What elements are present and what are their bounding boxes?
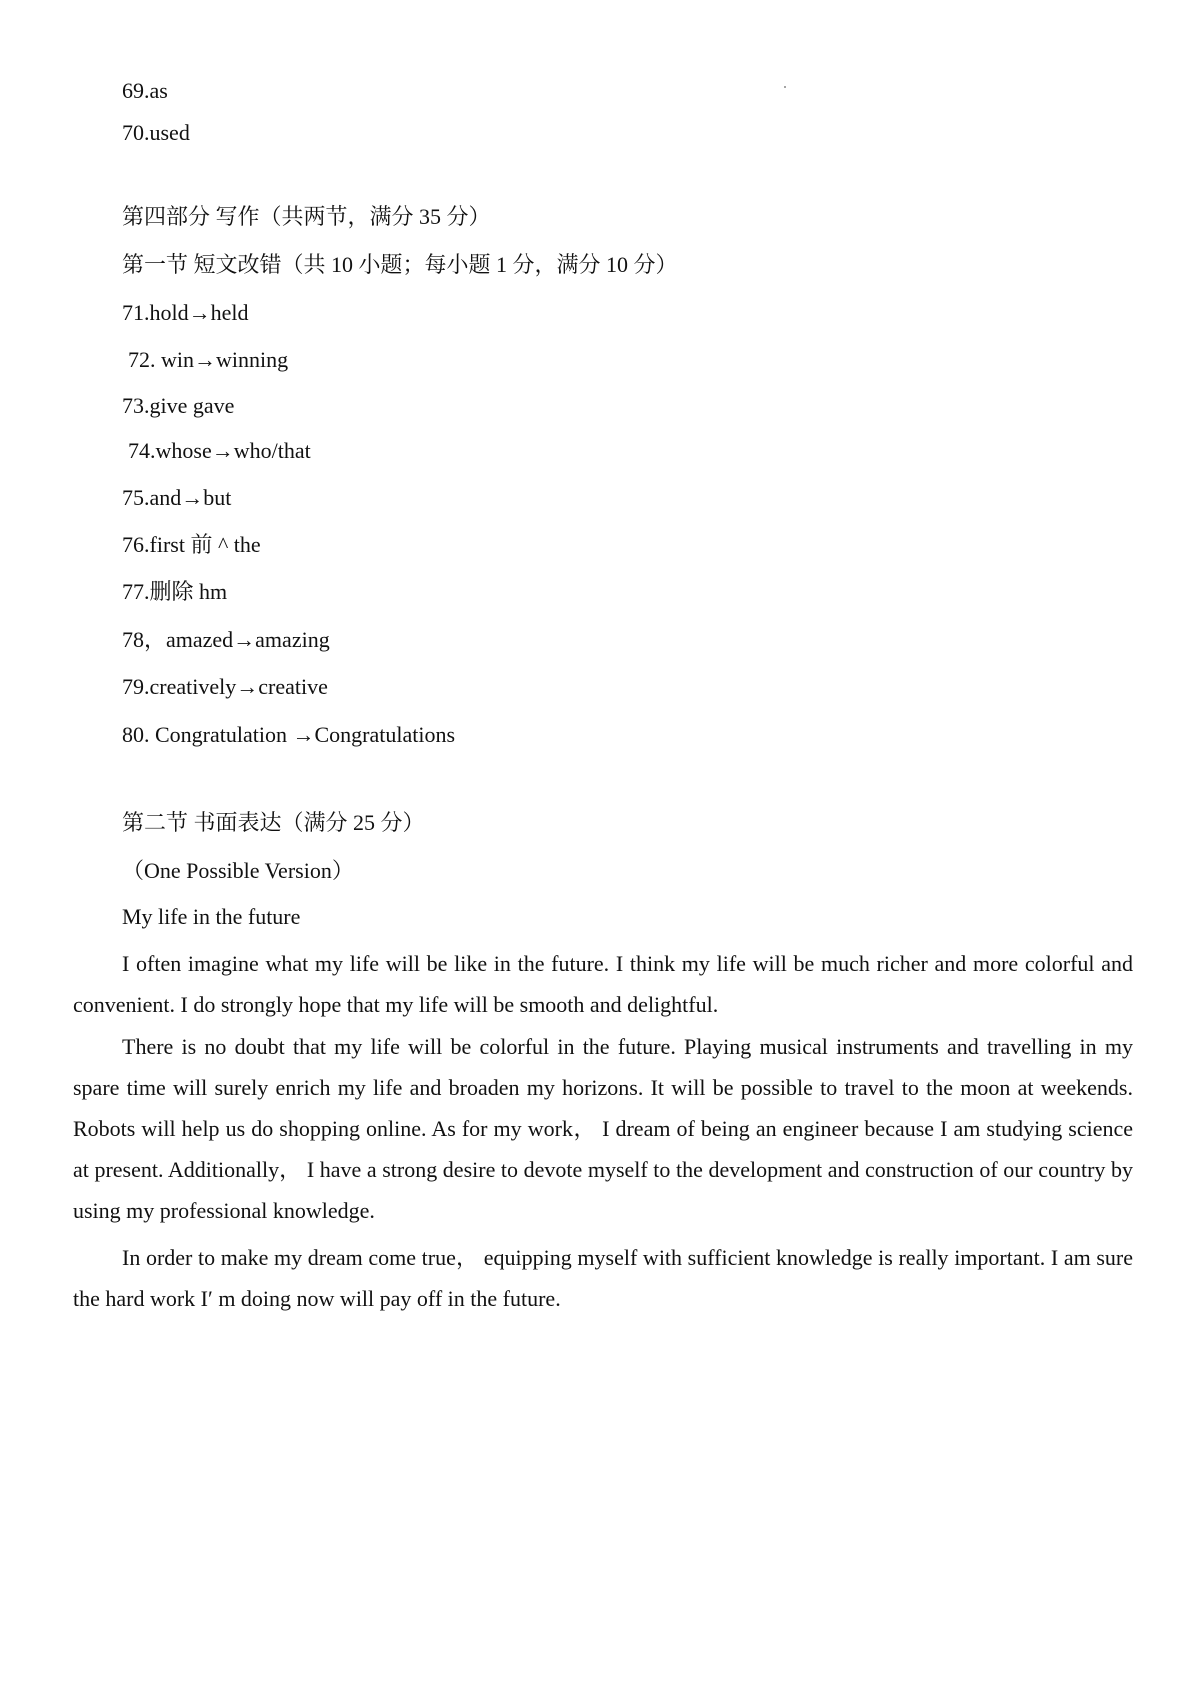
correction-74: 74.whose→who/that	[128, 438, 311, 463]
essay-paragraph-3: In order to make my dream come true， equipping myself with sufficient knowledge is really important. I am sure the hard work I′ m doing now will pay off in the future.	[73, 1245, 1133, 1311]
part1-title: 第一节 短文改错（共 10 小题；每小题 1 分，满分 10 分）	[122, 252, 678, 277]
correction-72: 72. win→winning	[128, 347, 289, 372]
correction-79: 79.creatively→creative	[122, 674, 328, 699]
correction-76: 76.first 前 ^ the	[122, 532, 261, 557]
correction-78: 78，amazed→amazing	[122, 627, 330, 652]
correction-75: 75.and→but	[122, 485, 232, 510]
correction-71: 71.hold→held	[122, 300, 249, 325]
part2-title: 第二节 书面表达（满分 25 分）	[122, 810, 425, 835]
answer-69: 69.as	[122, 78, 168, 103]
essay-paragraph-2: There is no doubt that my life will be colorful in the future. Playing musical instruments and travelling in my spare time will surely enrich my life and broaden my horizons. It will be possible to travel to the moon at weekends. Robots will help us do shopping online. As for my work， I dream of being an engineer because I am studying science at present. Additionally， I have a strong desire to devote myself to the development and construction of our country by using my professional knowledge.	[73, 1034, 1133, 1223]
correction-73: 73.give gave	[122, 393, 235, 418]
speck-mark	[784, 86, 786, 88]
correction-80: 80. Congratulation →Congratulations	[122, 722, 456, 747]
correction-77: 77.删除 hm	[122, 579, 228, 604]
section-title: 第四部分 写作（共两节，满分 35 分）	[122, 204, 491, 229]
answer-70: 70.used	[122, 120, 190, 145]
essay-paragraph-1: I often imagine what my life will be like in the future. I think my life will be much richer and more colorful and convenient. I do strongly hope that my life will be smooth and delightful.	[73, 951, 1133, 1017]
essay-title: My life in the future	[122, 904, 301, 929]
version-label: （One Possible Version）	[122, 858, 354, 883]
